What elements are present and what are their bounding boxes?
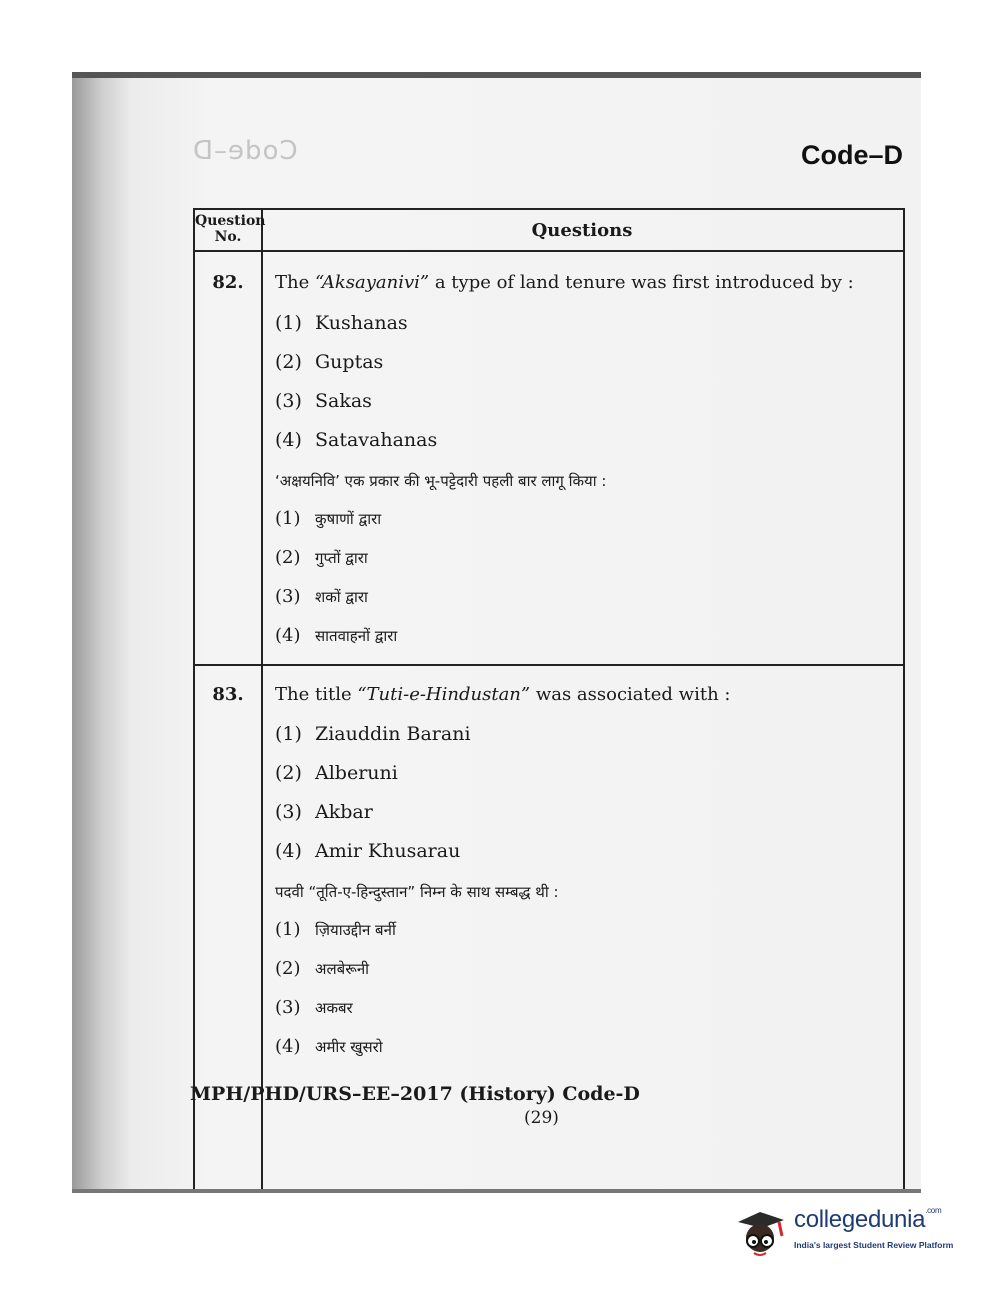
q83-hindi-option-3: (3) अकबर xyxy=(275,997,353,1018)
q82-option-4: (4) Satavahanas xyxy=(275,429,438,451)
student-mascot-icon xyxy=(732,1200,790,1260)
q82-option-1: (1) Kushanas xyxy=(275,312,408,334)
question-83-text: The title “Tuti-e-Hindustan” was associated with : xyxy=(275,684,731,705)
question-separator xyxy=(195,664,903,666)
q83-hindi-option-1: (1) ज़ियाउद्दीन बर्नी xyxy=(275,919,396,940)
question-82-number: 82. xyxy=(212,272,244,293)
question-83-number: 83. xyxy=(212,684,244,705)
header-questions: Questions xyxy=(531,220,633,241)
column-divider xyxy=(261,210,263,1193)
question-82-text: The “Aksayanivi” a type of land tenure was first introduced by : xyxy=(275,272,854,293)
table-header xyxy=(195,210,903,252)
q83-option-3: (3) Akbar xyxy=(275,801,373,823)
exam-code-footer: MPH/PHD/URS–EE–2017 (History) Code-D xyxy=(190,1083,640,1105)
q82-hindi-option-1: (1) कुषाणों द्वारा xyxy=(275,508,382,529)
question-82-hindi-text: ‘अक्षयनिवि’ एक प्रकार की भू-पट्टेदारी पहली बार लागू किया : xyxy=(275,472,607,490)
scanned-page xyxy=(72,72,921,1193)
q83-option-2: (2) Alberuni xyxy=(275,762,398,784)
code-label: Code–D xyxy=(800,140,903,170)
q83-hindi-option-2: (2) अलबेरूनी xyxy=(275,958,370,979)
q83-option-4: (4) Amir Khusarau xyxy=(275,840,461,862)
header-question-no: Question No. xyxy=(195,213,266,245)
logo-wordmark: collegedunia$^{.com}$ xyxy=(794,1206,942,1233)
question-table xyxy=(193,208,905,1193)
q82-hindi-option-3: (3) शकों द्वारा xyxy=(275,586,368,607)
bleed-through-code: Code–D xyxy=(192,136,298,166)
question-83-hindi-text: पदवी “तूति-ए-हिन्दुस्तान” निम्न के साथ सम्बद्ध थी : xyxy=(275,883,559,901)
q82-option-2: (2) Guptas xyxy=(275,351,384,373)
page-number: (29) xyxy=(524,1108,559,1128)
collegedunia-logo[interactable] xyxy=(732,1200,962,1260)
q82-option-3: (3) Sakas xyxy=(275,390,372,412)
q82-hindi-option-4: (4) सातवाहनों द्वारा xyxy=(275,625,398,646)
q83-hindi-option-4: (4) अमीर खुसरो xyxy=(275,1036,383,1057)
q83-option-1: (1) Ziauddin Barani xyxy=(275,723,471,745)
logo-tagline: India's largest Student Review Platform xyxy=(794,1240,954,1250)
q82-hindi-option-2: (2) गुप्तों द्वारा xyxy=(275,547,368,568)
